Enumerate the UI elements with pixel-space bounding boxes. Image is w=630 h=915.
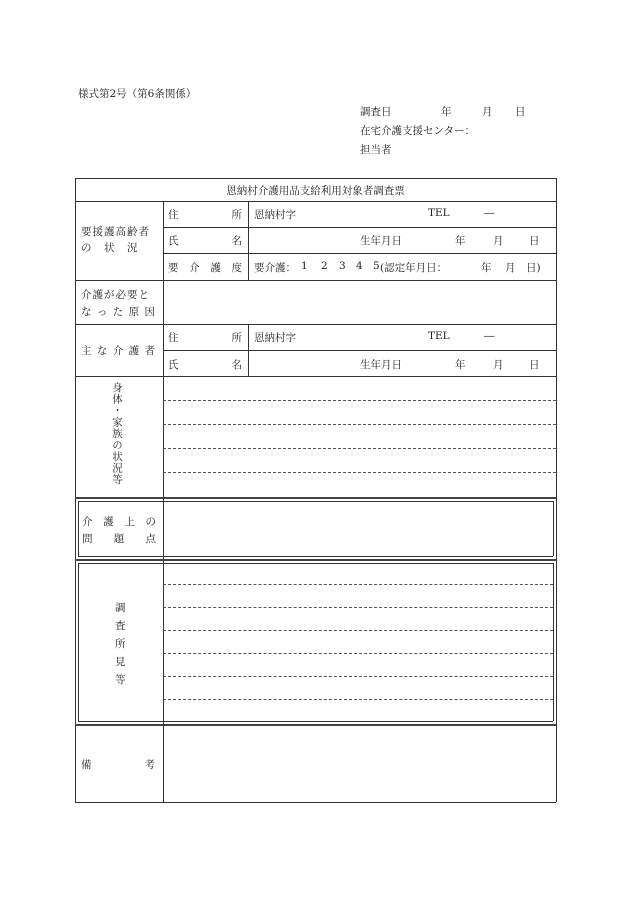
care-problems-label-line1: 介 護 上 の (82, 516, 156, 528)
caregiver-birth-day-unit: 日 (529, 359, 540, 371)
care-problems-label-line2: 問 題 点 (82, 533, 156, 545)
form-number: 様式第2号（第6条関係） (78, 88, 197, 100)
care-cause-label-line1: 介護が必要と (81, 289, 150, 301)
care-cause-label-line2: な っ た 原 因 (81, 306, 155, 318)
care-problems-field[interactable] (165, 503, 551, 554)
certification-date-label: (認定年月日： (380, 262, 448, 274)
caregiver-tel-dash: ― (484, 330, 495, 342)
care-level-option-5[interactable]: 5 (373, 260, 380, 272)
caregiver-birth-year-unit: 年 (455, 359, 466, 371)
care-level-prefix: 要介護： (254, 262, 296, 274)
care-level-option-3[interactable]: 3 (339, 260, 346, 272)
elder-tel-dash: ― (484, 207, 495, 219)
caregiver-birthdate-label: 生年月日 (360, 359, 402, 371)
form-title: 恩納村介護用品支給利用対象者調査票 (226, 185, 405, 197)
care-level-label: 要 介 護 度 (168, 262, 242, 274)
body-family-status-label: 身体・家族の状況等 (111, 382, 123, 486)
caregiver-name-label: 氏 名 (168, 359, 242, 371)
elder-address-label: 住 所 (168, 209, 242, 221)
elder-birth-year-unit: 年 (455, 235, 466, 247)
body-family-status-field[interactable] (165, 379, 553, 495)
care-cause-field[interactable] (165, 283, 553, 321)
remarks-label: 備 考 (81, 759, 155, 771)
support-center-label: 在宅介護支援センター： (360, 125, 476, 137)
caregiver-section-label: 主 な 介 護 者 (81, 345, 155, 357)
survey-date-label: 調査日 (360, 106, 392, 118)
elder-birth-month-unit: 月 (493, 235, 504, 247)
certification-day-unit: 日) (526, 262, 541, 274)
elder-name-label: 氏 名 (168, 235, 242, 247)
elder-address-value: 恩納村字 (254, 209, 296, 221)
care-level-option-2[interactable]: 2 (321, 260, 328, 272)
caregiver-tel-label: TEL (428, 330, 450, 342)
elder-birthdate-label: 生年月日 (360, 235, 402, 247)
survey-date-month-unit: 月 (482, 106, 493, 118)
remarks-field[interactable] (165, 728, 553, 800)
care-level-option-1[interactable]: 1 (301, 260, 308, 272)
survey-findings-field[interactable] (165, 566, 551, 718)
certification-year-unit: 年 (481, 262, 492, 274)
certification-month-unit: 月 (505, 262, 516, 274)
elder-section-label: 要援護高齢者の 状 況 (81, 226, 150, 254)
elder-address-field[interactable] (254, 219, 554, 220)
elder-tel-label: TEL (428, 207, 450, 219)
caregiver-address-value: 恩納村字 (254, 332, 296, 344)
elder-birth-day-unit: 日 (529, 235, 540, 247)
staff-label: 担当者 (360, 144, 392, 156)
survey-date-year-unit: 年 (441, 106, 452, 118)
care-level-option-4[interactable]: 4 (356, 260, 363, 272)
survey-date-day-unit: 日 (515, 106, 526, 118)
caregiver-address-label: 住 所 (168, 332, 242, 344)
caregiver-birth-month-unit: 月 (493, 359, 504, 371)
